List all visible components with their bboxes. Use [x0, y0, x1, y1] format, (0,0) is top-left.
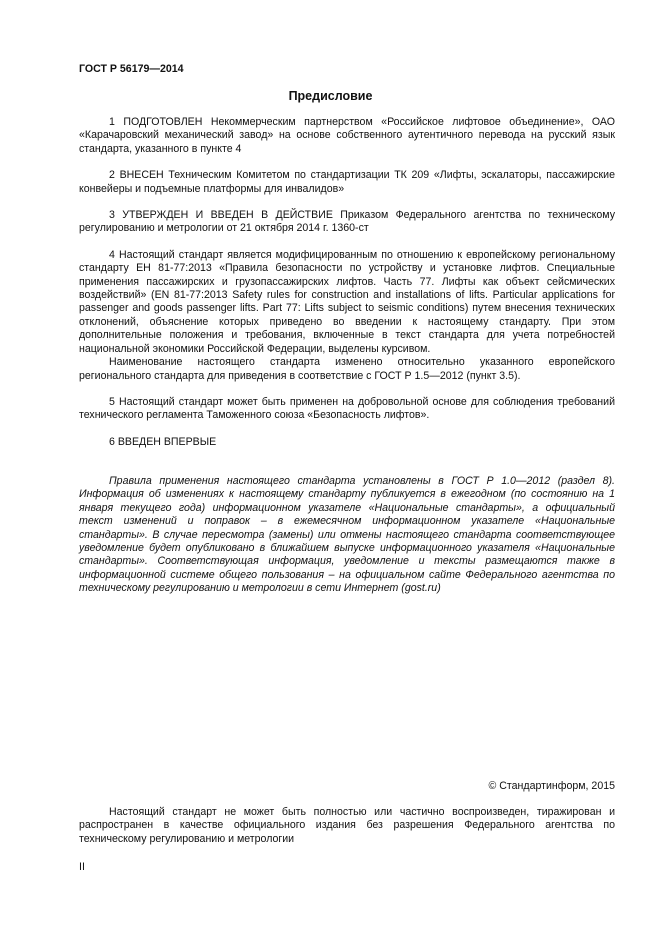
paragraph-2: 2 ВНЕСЕН Техническим Комитетом по стандартизации ТК 209 «Лифты, эскалаторы, пассажирские конвейеры и подъемные платформы для инвалидов» — [79, 169, 615, 195]
page-title: Предисловие — [288, 89, 373, 103]
application-rules-note: Правила применения настоящего стандарта установлены в ГОСТ Р 1.0—2012 (раздел 8). Информация об изменениях к настоящему стандарту публикуется в ежегодном (по состоянию на 1 января текущего года) информационном указателе «Национальные стандарты», а официальный текст изменений и поправок – в ежемесячном информационном указателе «Национальные стандарты». В случае пересмотра (замены) или отмены настоящего стандарта соответствующее уведомление будет опубликовано в ближайшем выпуске информационного указателя «Национальные стандарты». Соответствующая информация, уведомление и тексты размещаются также в информационной системе общего пользования – на официальном сайте Федерального агентства по техническому регулированию и метрологии в сети Интернет (gost.ru) — [79, 475, 615, 595]
paragraph-1: 1 ПОДГОТОВЛЕН Некоммерческим партнерством «Российское лифтовое объединение», ОАО «Карачаровский механический завод» на основе собственного аутентичного перевода на русский язык стандарта, указанного в пункте 4 — [79, 116, 615, 155]
paragraph-6: 6 ВВЕДЕН ВПЕРВЫЕ — [109, 435, 217, 448]
reproduction-notice: Настоящий стандарт не может быть полностью или частично воспроизведен, тиражирован и распространен в качестве официального издания без разрешения Федерального агентства по техническому регулированию и метрологии — [79, 806, 615, 845]
standard-id: ГОСТ Р 56179—2014 — [79, 63, 184, 75]
page-number: II — [79, 861, 85, 873]
paragraph-5: 5 Настоящий стандарт может быть применен на добровольной основе для соблюдения требований технического регламента Таможенного союза «Безопасность лифтов». — [79, 395, 615, 422]
paragraph-4-name-change: Наименование настоящего стандарта изменено относительно указанного европейского регионального стандарта для приведения в соответствие с ГОСТ Р 1.5—2012 (пункт 3.5). — [79, 356, 615, 382]
paragraph-3: 3 УТВЕРЖДЕН И ВВЕДЕН В ДЕЙСТВИЕ Приказом Федерального агентства по техническому регулированию и метрологии от 21 октября 2014 г. 1360-ст — [79, 209, 615, 235]
copyright: © Стандартинформ, 2015 — [488, 780, 615, 792]
foreword-body — [79, 116, 615, 449]
paragraph-4: 4 Настоящий стандарт является модифицированным по отношению к европейскому региональному стандарту ЕН 81-77:2013 «Правила безопасности по устройству и установке лифтов. Специальные применения пассажирских и грузопассажирских лифтов. Часть 77. Лифты как объект сейсмических воздействий» (EN 81-77:2013 Safety rules for construction and installations of lifts. Particular applications for passenger and goods passenger lifts. Part 77: Lifts subject to seismic conditions) путем внесения технических отклонений, объяснение которых приведено во введении к настоящему стандарту. При этом дополнительные положения и требования, включенные в текст стандарта для учета потребностей национальной экономики Российской Федерации, выделены курсивом. — [79, 248, 615, 355]
